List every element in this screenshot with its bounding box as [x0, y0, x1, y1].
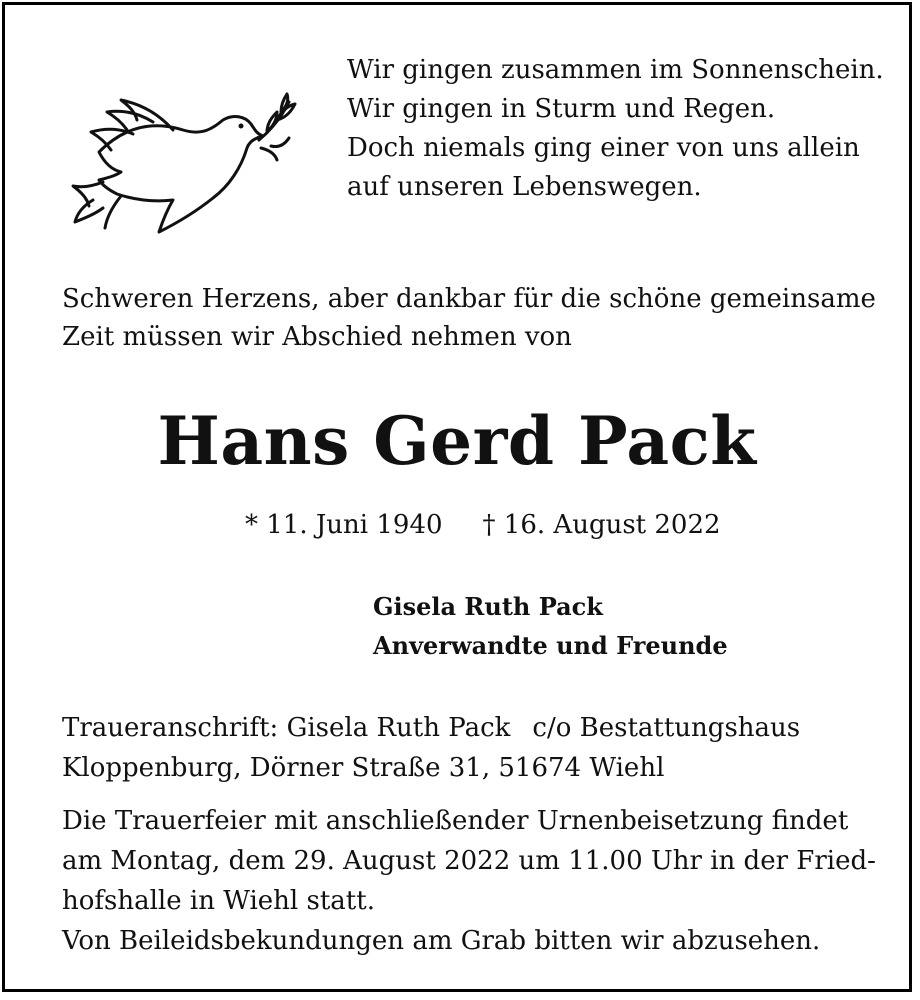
ceremony-info: [62, 801, 876, 961]
address-care-of: c/o Bestattungshaus: [532, 713, 801, 743]
poem-line: Wir gingen zusammen im Sonnenschein.: [347, 55, 884, 85]
ceremony-line: am Montag, dem 29. August 2022 um 11.00 Uhr in der Fried-: [62, 846, 876, 876]
intro-text: [62, 280, 876, 356]
poem-line: Doch niemals ging einer von uns allein: [347, 133, 860, 163]
intro-line: Schweren Herzens, aber dankbar für die schöne gemeinsame: [62, 284, 876, 314]
ceremony-line: hofshalle in Wiehl statt.: [62, 886, 375, 916]
deceased-name: Hans Gerd Pack: [157, 402, 757, 480]
birth-date: * 11. Juni 1940: [245, 510, 443, 540]
death-date: † 16. August 2022: [482, 510, 721, 540]
obituary-notice: [2, 2, 912, 992]
dove-icon: [63, 90, 303, 240]
address-recipient: Traueranschrift: Gisela Ruth Pack: [62, 713, 511, 743]
poem: [347, 51, 884, 207]
poem-line: Wir gingen in Sturm und Regen.: [347, 94, 776, 124]
mourners: [373, 587, 728, 665]
address-line: [62, 708, 800, 748]
ceremony-line: Von Beileidsbekundungen am Grab bitten wir abzusehen.: [62, 926, 821, 956]
mourner-line: Gisela Ruth Pack: [373, 592, 603, 621]
poem-line: auf unseren Lebenswegen.: [347, 172, 702, 202]
life-dates: [245, 505, 721, 545]
ceremony-line: Die Trauerfeier mit anschließender Urnenbeisetzung findet: [62, 806, 849, 836]
mourner-line: Anverwandte und Freunde: [373, 631, 728, 660]
address-line: Kloppenburg, Dörner Straße 31, 51674 Wiehl: [62, 753, 665, 783]
intro-line: Zeit müssen wir Abschied nehmen von: [62, 322, 572, 352]
mourning-address: [62, 708, 800, 788]
